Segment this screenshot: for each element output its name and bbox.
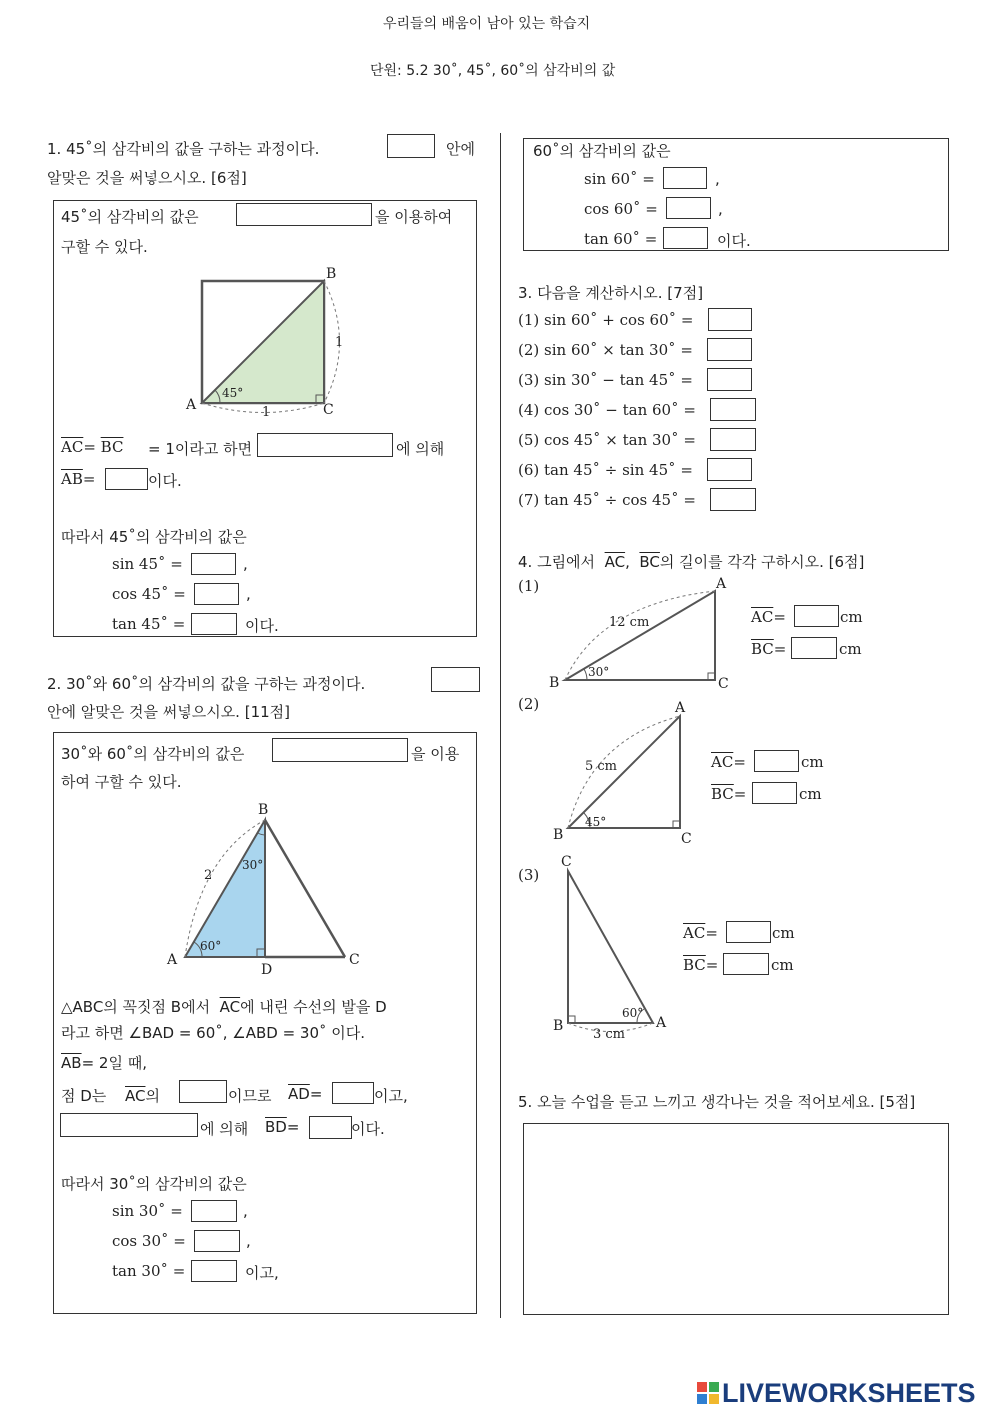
- q4-fig2-hyp: 5 cm: [585, 759, 618, 774]
- q1-comma2: ,: [246, 585, 251, 603]
- q60-tan-label: tan 60˚ =: [584, 230, 658, 248]
- q60-blank-sin[interactable]: [663, 167, 707, 189]
- q2-blank-method[interactable]: [272, 738, 408, 762]
- q2-tan-label: tan 30˚ =: [112, 1262, 186, 1280]
- q4-fig1-label-a: A: [716, 576, 727, 592]
- q3-blank-1[interactable]: [708, 308, 752, 331]
- q2-s4a: 점 D는: [61, 1087, 107, 1105]
- q1-para1a: 45˚의 삼각비의 값은: [61, 208, 199, 226]
- q1-cos-label: cos 45˚ =: [112, 585, 186, 603]
- q3-blank-5[interactable]: [710, 428, 756, 451]
- q2-s4-ad: $\overline{AD}=$: [288, 1085, 323, 1103]
- q1-s1-text: = 1이라고 하면: [148, 440, 253, 458]
- q2-figure: [160, 795, 370, 980]
- q4-fig2-label-a: A: [675, 700, 686, 716]
- q2-label-30: 30°: [242, 858, 264, 872]
- q1-prompt-line1: 1. 45˚의 삼각비의 값을 구하는 과정이다.: [47, 140, 320, 158]
- q4-fig2-bc-label: $\overline{BC}=$: [711, 785, 747, 803]
- q1-conclusion: 따라서 45˚의 삼각비의 값은: [61, 528, 247, 546]
- q4-fig1-label-c: C: [718, 676, 729, 692]
- q4-fig2-label-b: B: [553, 827, 564, 843]
- liveworksheets-brand: LIVEWORKSHEETS: [722, 1378, 976, 1408]
- q1-para1b: 을 이용하여: [375, 208, 453, 226]
- liveworksheets-logo-icon: [697, 1382, 719, 1404]
- q1-blank-method[interactable]: [236, 203, 372, 226]
- q1-figure: [180, 262, 360, 422]
- q4-fig2-num: (2): [518, 695, 540, 713]
- q2-s3: $\overline{AB}= 2$일 때,: [61, 1054, 147, 1072]
- q3-item-2: (2) sin 60˚ × tan 30˚ =: [518, 341, 693, 359]
- q3-blank-7[interactable]: [710, 488, 756, 511]
- q4-fig3-label-a: A: [656, 1015, 667, 1031]
- q2-label-b: B: [258, 802, 269, 818]
- q2-blank-cos[interactable]: [194, 1230, 240, 1252]
- q4-fig1-ac-unit: cm: [840, 608, 863, 626]
- unit-title: 단원: 5.2 30˚, 45˚, 60˚의 삼각비의 값: [370, 63, 616, 79]
- q1-s1-bc: $\overline{BC}$: [100, 438, 124, 456]
- q2-comma2: ,: [246, 1232, 251, 1250]
- q1-s2-end: 이다.: [148, 472, 182, 490]
- q1-prompt-line1-end: 안에: [446, 140, 475, 158]
- q60-title: 60˚의 삼각비의 값은: [533, 142, 671, 160]
- q2-s1-ac: $\overline{AC}$: [219, 998, 241, 1016]
- q1-tan-label: tan 45˚ =: [112, 615, 186, 633]
- q4-fig3-triangle: [545, 848, 685, 1043]
- q4-fig1-triangle: [540, 574, 740, 694]
- q4-fig3-num: (3): [518, 866, 540, 884]
- q2-para1b: 을 이용: [411, 745, 460, 763]
- q60-blank-tan[interactable]: [663, 227, 708, 249]
- q1-blank-tan[interactable]: [191, 613, 237, 635]
- q3-item-6: (6) tan 45˚ ÷ sin 45˚ =: [518, 461, 693, 479]
- q2-end: 이고,: [245, 1264, 279, 1282]
- q1-label-bottom-1: 1: [262, 405, 271, 420]
- q3-item-3: (3) sin 30˚ − tan 45˚ =: [518, 371, 693, 389]
- q1-prompt-line2: 알맞은 것을 써넣으시오. [6점]: [47, 169, 247, 187]
- q4-fig3-label-c: C: [561, 854, 572, 870]
- q2-blank-tan[interactable]: [191, 1260, 237, 1282]
- q2-blank-theorem[interactable]: [60, 1113, 198, 1137]
- q4-fig2-blank-ac[interactable]: [754, 750, 799, 772]
- q4-fig3-blank-ac[interactable]: [726, 921, 771, 943]
- q1-s1-end: 에 의해: [396, 440, 445, 458]
- q1-label-a: A: [186, 397, 197, 413]
- q1-blank-sin[interactable]: [191, 553, 236, 575]
- q4-title: 4. 그림에서 $\overline{AC}$, $\overline{BC}$의 길이를 각각 구하시오. [6점]: [518, 553, 865, 571]
- q4-fig2-angle: 45°: [585, 815, 607, 829]
- q4-fig2-ac-label: $\overline{AC}=$: [711, 753, 746, 771]
- q4-fig3-base: 3 cm: [593, 1027, 626, 1042]
- q1-label-angle: 45°: [222, 386, 244, 400]
- q1-s1-ac: $\overline{AC}= \overline{BC}$: [61, 438, 124, 456]
- column-divider: [500, 133, 501, 1318]
- q2-blank-ad[interactable]: [332, 1082, 374, 1104]
- q2-blank-bd[interactable]: [309, 1116, 352, 1139]
- q2-cos-label: cos 30˚ =: [112, 1232, 186, 1250]
- q4-fig1-angle: 30°: [588, 665, 610, 679]
- q2-sin-label: sin 30˚ =: [112, 1202, 183, 1220]
- q2-s4-ac: $\overline{AC}$의: [125, 1087, 160, 1105]
- q3-item-7: (7) tan 45˚ ÷ cos 45˚ =: [518, 491, 696, 509]
- q2-s5a: 에 의해: [200, 1120, 249, 1138]
- q1-s2-ab: $\overline{AB}=$: [61, 470, 96, 488]
- q4-fig3-bc-label: $\overline{BC}=$: [683, 956, 719, 974]
- q3-item-5: (5) cos 45˚ × tan 30˚ =: [518, 431, 696, 449]
- q2-comma1: ,: [243, 1202, 248, 1220]
- q1-blank-cos[interactable]: [194, 583, 239, 605]
- q1-blank-theorem[interactable]: [257, 433, 393, 457]
- q1-label-side-1: 1: [335, 335, 344, 350]
- q3-item-4: (4) cos 30˚ − tan 60˚ =: [518, 401, 696, 419]
- q2-label-c: C: [349, 952, 360, 968]
- q60-comma1: ,: [715, 170, 720, 188]
- q2-blank-midpoint[interactable]: [179, 1080, 227, 1103]
- q2-s2: 라고 하면 ∠BAD = 60˚, ∠ABD = 30˚ 이다.: [61, 1024, 366, 1042]
- worksheet-title: 우리들의 배움이 남아 있는 학습지: [383, 16, 591, 32]
- q2-para2: 하여 구할 수 있다.: [61, 773, 182, 791]
- q4-fig1-label-b: B: [549, 675, 560, 691]
- q2-s1: △ABC의 꼭짓점 B에서 $\overline{AC}$에 내린 수선의 발을 D: [61, 998, 387, 1016]
- q60-blank-cos[interactable]: [666, 197, 711, 219]
- q3-blank-4[interactable]: [710, 398, 756, 421]
- q1-blank-ab[interactable]: [105, 468, 148, 490]
- q5-title: 5. 오늘 수업을 듣고 느끼고 생각나는 것을 적어보세요. [5점]: [518, 1093, 916, 1111]
- q2-blank-sin[interactable]: [191, 1200, 237, 1222]
- q4-fig1-blank-ac[interactable]: [794, 605, 839, 627]
- q1-comma1: ,: [243, 555, 248, 573]
- q60-sin-label: sin 60˚ =: [584, 170, 655, 188]
- q1-sin-label: sin 45˚ =: [112, 555, 183, 573]
- q4-fig1-ac-label: $\overline{AC}=$: [751, 608, 786, 626]
- q2-s5-bd: $\overline{BD}=$: [265, 1118, 300, 1136]
- q2-label-d: D: [261, 962, 273, 978]
- q4-fig2-label-c: C: [681, 831, 692, 847]
- q5-answer-box[interactable]: [523, 1123, 949, 1315]
- q2-blank-example: [431, 667, 480, 692]
- q4-fig1-blank-bc[interactable]: [791, 637, 837, 659]
- q4-fig2-bc-unit: cm: [799, 785, 822, 803]
- q1-para2: 구할 수 있다.: [61, 238, 148, 256]
- q4-fig1-hyp: 12 cm: [609, 615, 650, 630]
- q2-conclusion: 따라서 30˚의 삼각비의 값은: [61, 1175, 247, 1193]
- q3-item-1: (1) sin 60˚ + cos 60˚ =: [518, 311, 694, 329]
- q4-fig2-ac-unit: cm: [801, 753, 824, 771]
- q3-blank-3[interactable]: [707, 368, 752, 391]
- q4-fig2-blank-bc[interactable]: [752, 782, 797, 804]
- q2-s4d: 이므로: [228, 1087, 272, 1105]
- q4-fig3-ac-unit: cm: [772, 924, 795, 942]
- q2-prompt-line1: 2. 30˚와 60˚의 삼각비의 값을 구하는 과정이다.: [47, 675, 366, 693]
- q2-label-2: 2: [204, 868, 213, 883]
- q2-s5d: 이다.: [351, 1120, 385, 1138]
- q2-label-60: 60°: [200, 939, 222, 953]
- q60-end: 이다.: [717, 232, 751, 250]
- q3-title: 3. 다음을 계산하시오. [7점]: [518, 284, 704, 302]
- q2-para1a: 30˚와 60˚의 삼각비의 값은: [61, 745, 245, 763]
- q1-label-c: C: [323, 402, 334, 418]
- q60-cos-label: cos 60˚ =: [584, 200, 658, 218]
- q4-fig3-ac-label: $\overline{AC}=$: [683, 924, 718, 942]
- q4-fig1-bc-unit: cm: [839, 640, 862, 658]
- q4-fig1-bc-label: $\overline{BC}=$: [751, 640, 787, 658]
- q3-blank-6[interactable]: [707, 458, 752, 481]
- q2-s4g: 이고,: [374, 1087, 408, 1105]
- q1-label-b: B: [326, 266, 337, 282]
- q4-fig1-num: (1): [518, 577, 540, 595]
- q4-fig3-angle: 60°: [622, 1006, 644, 1020]
- q4-fig2-triangle: [545, 700, 705, 850]
- q4-fig3-bc-unit: cm: [771, 956, 794, 974]
- q1-blank-example: [387, 134, 435, 158]
- q3-blank-2[interactable]: [707, 338, 752, 361]
- q4-fig3-label-b: B: [553, 1018, 564, 1034]
- q1-end: 이다.: [245, 617, 279, 635]
- q4-fig3-blank-bc[interactable]: [723, 953, 769, 975]
- q2-label-a: A: [167, 952, 178, 968]
- q2-prompt-line2: 안에 알맞은 것을 써넣으시오. [11점]: [47, 703, 291, 721]
- q60-comma2: ,: [718, 200, 723, 218]
